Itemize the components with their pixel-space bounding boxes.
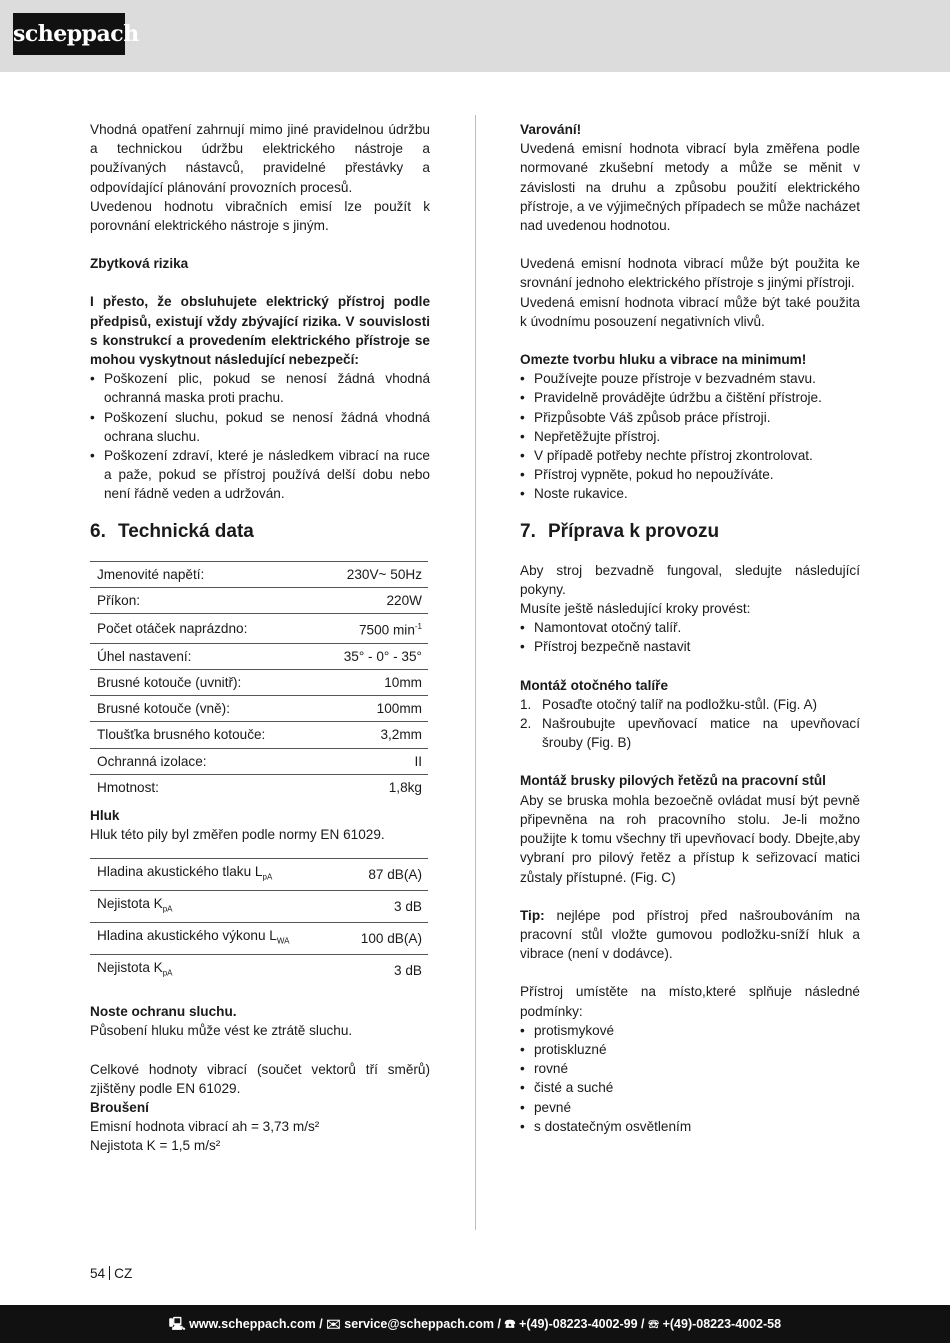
noise-label: Hladina akustického výkonu L: [97, 928, 277, 944]
noise-heading: Hluk: [90, 808, 120, 824]
table-row: [90, 561, 428, 587]
noise-subscript: pA: [162, 905, 173, 915]
list-item: • Pravidelně provádějte údržbu a čištění přístroje.: [520, 388, 860, 407]
noise-subscript: WA: [276, 936, 290, 946]
language-code: CZ: [114, 1266, 133, 1281]
noise-label: Nejistota K: [97, 896, 163, 912]
spec-label: Brusné kotouče (vně):: [90, 696, 315, 722]
bench-mount-text: Aby se bruska mohla bezoečně ovládat musí být pevně připevněna na roh pracovního stolu. Je-li možno použijte k tomu všechny tři upevňovací body. Dbejte,aby vybraní pro pilový řetěz a přístup k seřizovací matici zůstaly přístupné. (Fig. C): [520, 792, 860, 885]
table-row: [90, 587, 428, 613]
spec-value-cell: [315, 614, 428, 644]
noise-value: 3 dB: [338, 955, 428, 986]
noise-value: 100 dB(A): [338, 923, 428, 955]
spec-label: Příkon:: [90, 587, 315, 613]
list-item: • protismykové: [520, 1021, 860, 1040]
contact-line: www.scheppach.com / ✉ service@scheppach.com / ☎ +(49)-08223-4002-99 / ☏ +(49)-08223-4002-58: [189, 1317, 782, 1331]
section-number: 7.: [520, 520, 536, 542]
table-row: [90, 923, 428, 955]
noise-subscript: pA: [162, 968, 173, 978]
spec-value: 35° - 0° - 35°: [315, 643, 428, 669]
placement-text: Přístroj umístěte na místo,které splňuje následné podmínky:: [520, 984, 860, 1019]
table-row: [90, 955, 428, 986]
spec-label: Brusné kotouče (uvnitř):: [90, 670, 315, 696]
list-item: • protiskluzné: [520, 1040, 860, 1059]
table-row: [90, 670, 428, 696]
ear-protection-heading: Noste ochranu sluchu.: [90, 1004, 237, 1020]
noise-label-cell: [90, 859, 338, 891]
list-item: • Přístroj vypněte, pokud ho nepoužíváte.: [520, 465, 860, 484]
list-item: • pevné: [520, 1098, 860, 1117]
spec-value: 100mm: [315, 696, 428, 722]
table-row: [90, 614, 428, 644]
residual-risks-intro: I přesto, že obsluhujete elektrický přístroj podle předpisů, existují vždy zbývající rizika. V souvislosti s konstrukcí a provedením elektrického přístroje se mohou vyskytnout následující nebezpečí:: [90, 294, 430, 368]
residual-risks-list: [90, 369, 430, 503]
list-item: • Poškození zdraví, které je následkem vibrací na ruce a paže, pokud se přístroj používá delší dobu nebo není řádně veden a udržován.: [90, 446, 430, 504]
spec-superscript: -1: [414, 622, 422, 632]
table-row: [90, 643, 428, 669]
warning-text: Uvedená emisní hodnota vibrací byla změřena podle normované zkušební metody a může se měnit v závislosti na druhu a způsobu použití elektrického přístroje, a ve výjimečných případech se může nacházet nad uvedenou hodnotou.: [520, 141, 860, 234]
noise-table: [90, 858, 428, 986]
step-text: Našroubujte upevňovací matice na upevňovací šrouby (Fig. B): [542, 716, 860, 751]
mount-turntable-heading: Montáž otočného talíře: [520, 677, 669, 693]
spec-value: 7500 min: [358, 622, 415, 638]
right-column: [520, 120, 860, 1136]
list-item: • Nepřetěžujte přístroj.: [520, 427, 860, 446]
table-row: [90, 748, 428, 774]
list-item: • Noste rukavice.: [520, 484, 860, 503]
list-item: • Namontovat otočný talíř.: [520, 618, 860, 637]
spec-value: 3,2mm: [315, 722, 428, 748]
spec-value: II: [315, 748, 428, 774]
list-item: • Poškození plic, pokud se nenosí žádná vhodná ochranná maska proti prachu.: [90, 369, 430, 407]
mount-steps-list: [520, 695, 860, 753]
ear-protection-text: Působení hluku může vést ke ztrátě sluchu.: [90, 1023, 353, 1039]
bench-mount-heading: Montáž brusky pilových řetězů na pracovní stůl: [520, 773, 826, 789]
noise-value: 87 dB(A): [338, 859, 428, 891]
list-item: • Používejte pouze přístroje v bezvadném stavu.: [520, 369, 860, 388]
table-row: [90, 722, 428, 748]
spec-value: 1,8kg: [315, 774, 428, 800]
compare-text-1: Uvedená emisní hodnota vibrací může být použita ke srovnání jednoho elektrického přístroje s jinými přístroji.: [520, 256, 860, 291]
scheppach-logo: scheppach: [13, 13, 125, 55]
uncertainty-value: Nejistota K = 1,5 m/s²: [90, 1138, 221, 1154]
section-7-heading: [520, 518, 860, 544]
noise-label: Nejistota K: [97, 960, 163, 976]
spec-label: Počet otáček naprázdno:: [90, 614, 315, 644]
spec-label: Tloušťka brusného kotouče:: [90, 722, 315, 748]
page-number: [90, 1266, 132, 1281]
spec-value: 220W: [315, 587, 428, 613]
noise-label-cell: [90, 923, 338, 955]
spec-label: Ochranná izolace:: [90, 748, 315, 774]
spec-value: 10mm: [315, 670, 428, 696]
noise-label: Hladina akustického tlaku L: [97, 864, 263, 880]
list-item: • s dostatečným osvětlením: [520, 1117, 860, 1136]
section-title: Technická data: [118, 520, 254, 542]
compare-text-2: Uvedená emisní hodnota vibrací může být také použita k úvodnímu posouzení negativních vlivů.: [520, 294, 860, 329]
placement-list: [520, 1021, 860, 1136]
step-number: 2.: [520, 716, 532, 732]
grinding-heading: Broušení: [90, 1099, 149, 1115]
section-number: 6.: [90, 520, 106, 542]
intro-paragraph-1: Vhodná opatření zahrnují mimo jiné pravidelnou údržbu a technickou údržbu elektrického nástroje a používaných nástavců, pravidelné přestávky a odpovídající plánování provozních procesů.: [90, 122, 430, 195]
list-item: • Přístroj bezpečně nastavit: [520, 637, 860, 656]
step-number: 1.: [520, 696, 532, 712]
list-item: • Přizpůsobte Váš způsob práce přístroji.: [520, 408, 860, 427]
minimize-list: [520, 369, 860, 503]
list-item: [520, 714, 860, 752]
left-column: [90, 120, 430, 1156]
warning-heading: Varování!: [520, 122, 582, 137]
table-row: [90, 891, 428, 923]
noise-text: Hluk této pily byl změřen podle normy EN 61029.: [90, 827, 385, 843]
noise-value: 3 dB: [338, 891, 428, 923]
page-number-separator: [109, 1266, 110, 1280]
noise-label-cell: [90, 891, 338, 923]
emission-value: Emisní hodnota vibrací ah = 3,73 m/s²: [90, 1119, 320, 1135]
page-footer: [0, 1305, 950, 1343]
residual-risks-heading: Zbytková rizika: [90, 256, 189, 272]
column-divider: [475, 115, 476, 1230]
table-row: [90, 859, 428, 891]
vibration-text: Celkové hodnoty vibrací (součet vektorů tří směrů) zjištěny podle EN 61029.: [90, 1061, 430, 1096]
spec-label: Jmenovité napětí:: [90, 561, 315, 587]
page-number-value: 54: [90, 1266, 106, 1281]
list-item: • Poškození sluchu, pokud se nenosí žádná vhodná ochrana sluchu.: [90, 408, 430, 446]
table-row: [90, 696, 428, 722]
list-item: • čisté a suché: [520, 1078, 860, 1097]
monitor-icon: 🖳: [168, 1317, 190, 1331]
prep-text-2: Musíte ještě následující kroky provést:: [520, 601, 751, 617]
spec-label: Hmotnost:: [90, 774, 315, 800]
tip-paragraph: [520, 906, 860, 964]
list-item: • V případě potřeby nechte přístroj zkontrolovat.: [520, 446, 860, 465]
technical-data-table: [90, 561, 428, 800]
list-item: [520, 695, 860, 714]
step-text: Posaďte otočný talíř na podložku-stůl. (Fig. A): [542, 696, 818, 712]
spec-label: Úhel nastavení:: [90, 643, 315, 669]
page-header: [0, 0, 950, 72]
section-6-heading: [90, 518, 430, 544]
noise-subscript: pA: [262, 873, 273, 883]
section-title: Příprava k provozu: [548, 520, 720, 542]
prep-text-1: Aby stroj bezvadně fungoval, sledujte následující pokyny.: [520, 562, 860, 597]
tip-label: Tip:: [520, 907, 545, 923]
prep-list: [520, 618, 860, 656]
noise-label-cell: [90, 955, 338, 986]
spec-value: 230V~ 50Hz: [315, 561, 428, 587]
intro-paragraph-2: Uvedenou hodnotu vibračních emisí lze použít k porovnání elektrického nástroje s jiným.: [90, 198, 430, 234]
table-row: [90, 774, 428, 800]
tip-text: nejlépe pod přístroj před našroubováním na pracovní stůl vložte gumovou podložku-sníží hluk a vibrace (není v dodávce).: [520, 907, 860, 962]
minimize-heading: Omezte tvorbu hluku a vibrace na minimum!: [520, 352, 807, 368]
list-item: • rovné: [520, 1059, 860, 1078]
